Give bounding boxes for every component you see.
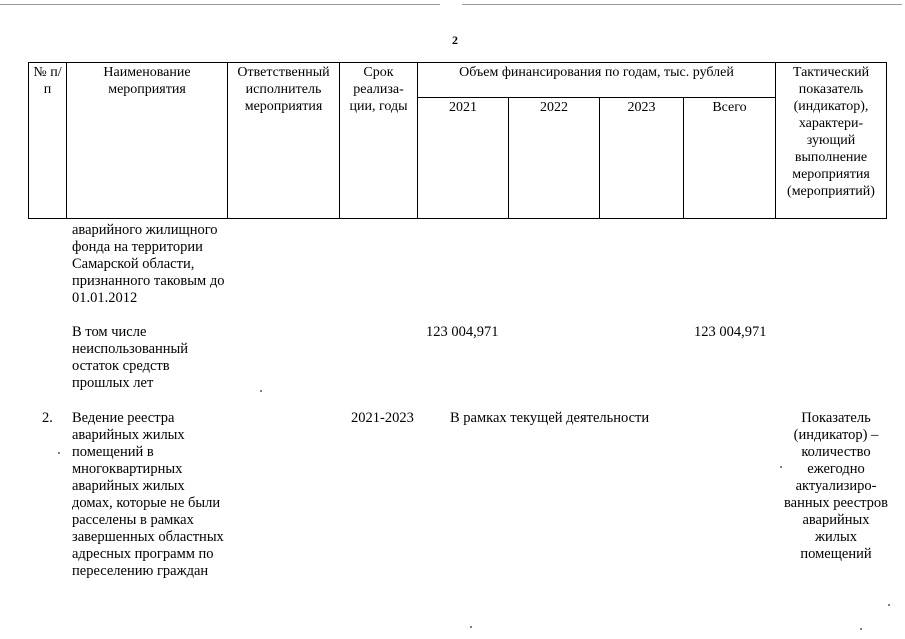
item2-term: 2021-2023 bbox=[351, 410, 414, 426]
header-name: Наименование мероприятия bbox=[67, 63, 228, 219]
scan-speck bbox=[860, 628, 862, 630]
scan-line bbox=[462, 4, 902, 5]
header-responsible: Ответственный исполнитель мероприятия bbox=[228, 63, 340, 219]
scan-speck bbox=[58, 452, 60, 454]
including-value-2021: 123 004,971 bbox=[426, 324, 499, 340]
header-year-2021: 2021 bbox=[418, 98, 509, 219]
item2-financing: В рамках текущей деятельности bbox=[450, 410, 650, 426]
header-term: Срок реализа-ции, годы bbox=[340, 63, 418, 219]
page-number: 2 bbox=[452, 33, 458, 47]
header-number: № п/п bbox=[29, 63, 67, 219]
scan-line bbox=[0, 4, 440, 5]
header-financing: Объем финансирования по годам, тыс. рублей bbox=[418, 63, 776, 98]
item2-name: Ведение реестра аварийных жилых помещений в многоквартирных аварийных жилых домах, которые не были расселены в рамках завершенных областных адресных программ по переселению граждан bbox=[72, 410, 224, 579]
item2-number: 2. bbox=[42, 410, 53, 426]
scan-speck bbox=[780, 466, 782, 468]
header-year-2023: 2023 bbox=[600, 98, 684, 219]
including-value-total: 123 004,971 bbox=[694, 324, 767, 340]
item2-indicator: Показатель (индикатор) – количество ежегодно актуализиро-ванных реестров аварийных жилых помещений bbox=[784, 410, 889, 562]
including-name: В том числе неиспользованный остаток средств прошлых лет bbox=[72, 324, 189, 391]
scan-speck bbox=[470, 626, 472, 628]
header-total: Всего bbox=[684, 98, 776, 219]
scan-speck bbox=[888, 604, 890, 606]
scan-speck bbox=[260, 390, 262, 392]
table-header bbox=[28, 62, 887, 219]
header-year-2022: 2022 bbox=[509, 98, 600, 219]
header-indicator: Тактический показатель (индикатор), характери-зующий выполнение мероприятия (мероприятий) bbox=[776, 63, 887, 219]
item1-name-continuation: аварийного жилищного фонда на территории Самарской области, признанного таковым до 01.01.2012 bbox=[72, 222, 225, 306]
